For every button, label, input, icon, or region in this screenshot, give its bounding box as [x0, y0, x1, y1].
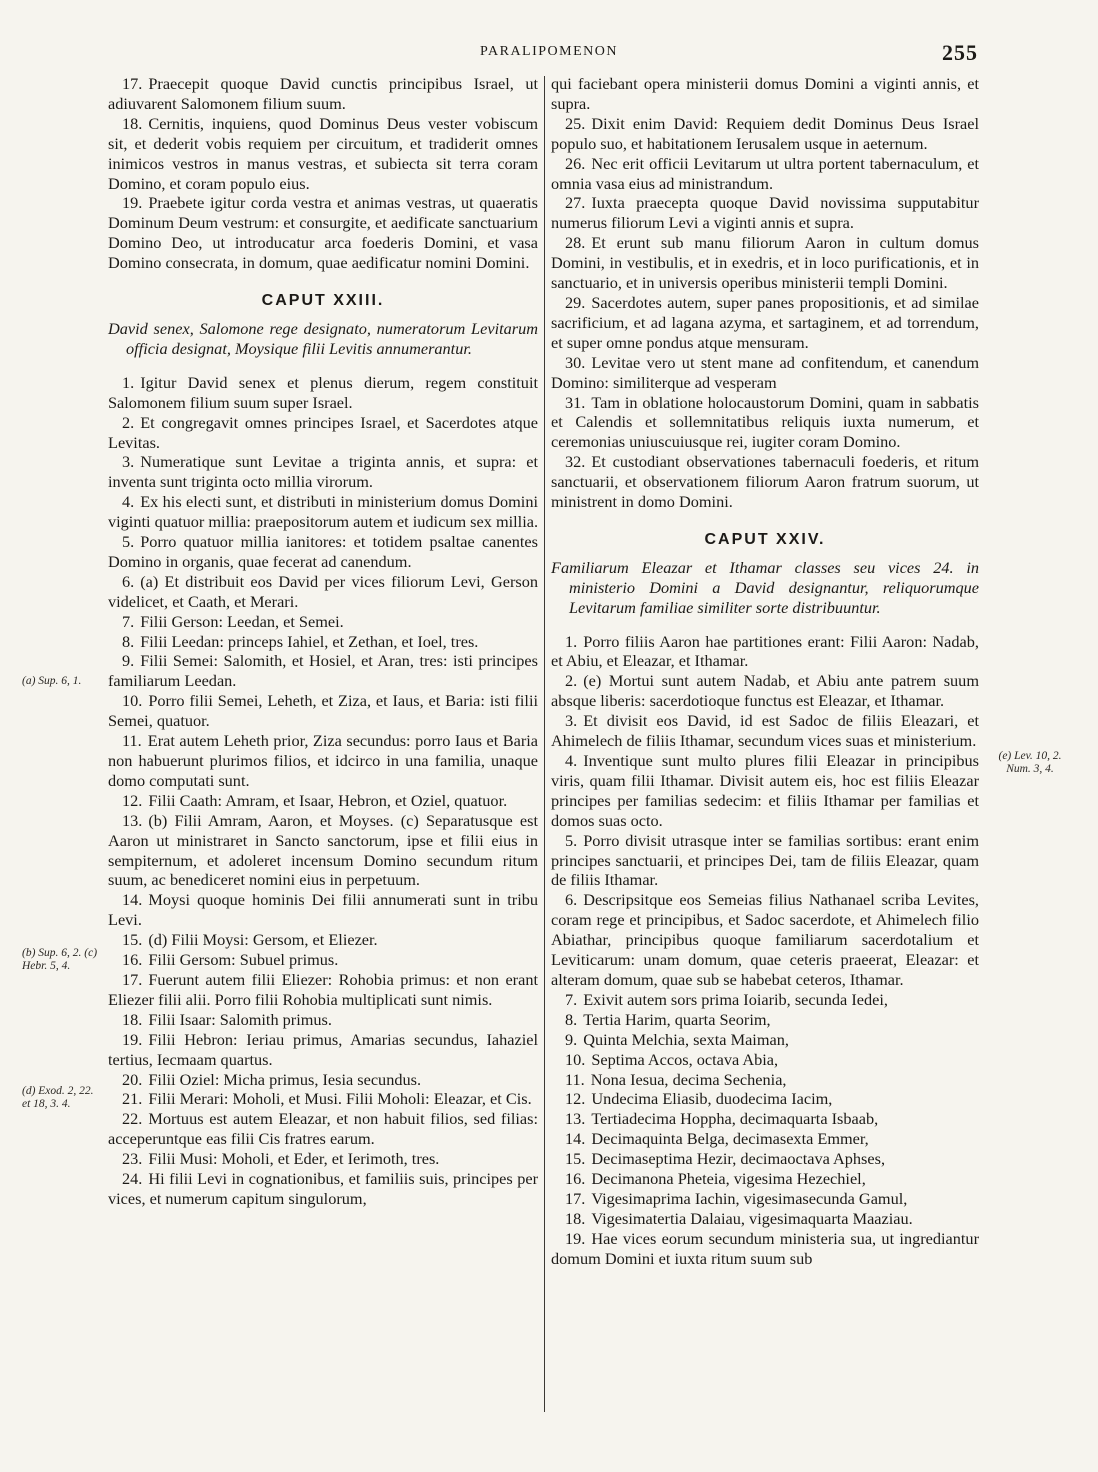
verse-text: Vigesimatertia Dalaiau, vigesimaquarta Maaziau.	[591, 1208, 913, 1228]
verse-number: 19.	[122, 193, 143, 213]
verse	[551, 1010, 979, 1030]
verse-number: 19.	[122, 1029, 143, 1049]
verse-text: Filii Isaar: Salomith primus.	[148, 1009, 332, 1029]
verse-text: Levitae vero ut stent mane ad confitendum, et canendum Domino: similiterque ad vesperam	[551, 352, 979, 392]
verse-text: Filii Merari: Moholi, et Musi. Filii Moholi: Eleazar, et Cis.	[148, 1089, 532, 1109]
verse-text: (a) Et distribuit eos David per vices filiorum Levi, Gerson videlicet, et Caath, et Merari.	[108, 571, 538, 611]
chapter-summary: Familiarum Eleazar et Ithamar classes seu vices 24. in ministerio Domini a David designantur, reliquorumque Levitarum familiae similiter sorte distribuuntur.	[551, 557, 979, 617]
verse-number: 6.	[565, 890, 578, 910]
verse-number: 15.	[565, 1149, 586, 1169]
verse	[108, 1149, 538, 1169]
verse	[551, 114, 979, 154]
verse	[551, 632, 979, 672]
verse-text: Et congregavit omnes principes Israel, et Sacerdotes atque Levitas.	[108, 412, 538, 452]
verse-text: Filii Leedan: princeps Iahiel, et Zethan, et Ioel, tres.	[140, 631, 479, 651]
verse	[108, 452, 538, 492]
verse-number: 8.	[565, 1009, 578, 1029]
verse-text: Et divisit eos David, id est Sadoc de filiis Eleazari, et Ahimelech de filiis Ithamar, secundum vices suas et ministerium.	[551, 711, 979, 751]
verse	[108, 930, 538, 950]
verse	[108, 532, 538, 572]
verse-text: Tam in oblatione holocaustorum Domini, quam in sabbatis et Calendis et sollemnitatibus reliquis iuxta numerum, et ceremonias uniuscuiusque rei, iugiter coram Domino.	[551, 392, 979, 452]
verse	[108, 1109, 538, 1149]
verse-text: Numeratique sunt Levitae a triginta annis, et supra: et inventa sunt triginta octo millia virorum.	[108, 452, 538, 492]
verse-number: 22.	[122, 1109, 143, 1129]
verse	[108, 74, 538, 114]
verse-text: Tertiadecima Hoppha, decimaquarta Isbaab,	[591, 1109, 879, 1129]
verse-text: Vigesimaprima Iachin, vigesimasecunda Gamul,	[591, 1188, 908, 1208]
verse-text: Iuxta praecepta quoque David novissima supputabitur numerus filiorum Levi a viginti annis et supra.	[551, 193, 979, 233]
verse-text: Erat autem Leheth prior, Ziza secundus: porro Iaus et Baria non habuerunt plurimos filios, et idcirco in una familia, unaque domo computati sunt.	[108, 731, 538, 790]
verse	[108, 811, 538, 891]
verse-number: 18.	[122, 1009, 143, 1029]
verse	[551, 1109, 979, 1129]
verse-number: 18.	[565, 1208, 586, 1228]
verse-number: 24.	[122, 1169, 143, 1189]
verse-number: 5.	[122, 532, 135, 552]
verse-number: 7.	[565, 989, 578, 1009]
verse-number: 16.	[122, 950, 143, 970]
marginal-note: (a) Sup. 6, 1.	[22, 675, 82, 687]
verse-number: 1.	[122, 372, 135, 392]
verse	[108, 114, 538, 194]
verse	[551, 831, 979, 891]
verse-text: Porro divisit utrasque inter se familias sortibus: erant enim principes sanctuarii, et principes Dei, tam de filiis Eleazar, quam de filiis Ithamar.	[551, 830, 979, 890]
verse	[108, 691, 538, 731]
page-number: 255	[942, 40, 978, 65]
verse-number: 23.	[122, 1149, 143, 1169]
verse-number: 21.	[122, 1089, 143, 1109]
verse	[108, 413, 538, 453]
verse	[108, 890, 538, 930]
verse-text: Decimaquinta Belga, decimasexta Emmer,	[591, 1129, 869, 1149]
verse-text: Decimaseptima Hezir, decimaoctava Aphses,	[591, 1149, 886, 1169]
left-column	[108, 74, 538, 1209]
verse	[551, 890, 979, 990]
verse	[108, 731, 538, 791]
verse-number: 6.	[122, 571, 135, 591]
verse-text: Moysi quoque hominis Dei filii annumerati sunt in tribu Levi.	[108, 890, 538, 930]
verse	[108, 612, 538, 632]
verse	[551, 1169, 979, 1189]
verse-number: 14.	[565, 1129, 586, 1149]
chapter-summary: David senex, Salomone rege designato, numeratorum Levitarum officia designat, Moysique filii Levitis annumerantur.	[108, 318, 538, 358]
verse	[551, 711, 979, 751]
verse-number: 19.	[565, 1228, 586, 1248]
verse	[551, 1209, 979, 1229]
verse	[551, 1189, 979, 1209]
spacer	[551, 618, 979, 632]
verse	[108, 950, 538, 970]
verse-number: 27.	[565, 193, 586, 213]
verse-text: Praebete igitur corda vestra et animas vestras, ut quaeratis Dominum Deum vestrum: et consurgite, et aedificate sanctuarium Domino Deo, ut introducatur arca foederis Domini, et vasa Domino consecrata, in domum, quae aedificatur nomini Domini.	[108, 193, 538, 273]
verse-number: 31.	[565, 392, 586, 412]
verse-text: Hi filii Levi in cognationibus, et familiis suis, principes per vices, et numerum capitum singulorum,	[108, 1169, 538, 1208]
verse	[108, 651, 538, 691]
verse-text: Hae vices eorum secundum ministeria sua, ut ingrediantur domum Domini et iuxta ritum suum sub	[551, 1228, 979, 1268]
right-column	[551, 74, 979, 1269]
verse-text: Septima Accos, octava Abia,	[591, 1049, 779, 1069]
verse-number: 25.	[565, 113, 586, 133]
verse	[551, 990, 979, 1010]
verse-text: Praecepit quoque David cunctis principibus Israel, ut adiuvarent Salomonem filium suum.	[108, 74, 538, 113]
verse-number: 15.	[122, 930, 143, 950]
verse-text: Inventique sunt multo plures filii Eleazar in principibus viris, quam filii Ithamar. Divisit autem eis, hoc est filiis Eleazar principes per familias sedecim: et filiis Ithamar per familias et domos suas octo.	[551, 751, 979, 830]
verse-text: Filii Musi: Moholi, et Eder, et Ierimoth, tres.	[148, 1149, 440, 1169]
verse-text: Filii Gersom: Subuel primus.	[148, 950, 339, 970]
verse-text: Filii Gerson: Leedan, et Semei.	[140, 611, 344, 631]
verse-number: 16.	[565, 1169, 586, 1189]
verse-continuation: qui faciebant opera ministerii domus Domini a viginti annis, et supra.	[551, 74, 979, 113]
verse-number: 10.	[122, 691, 143, 711]
verse-text: Mortuus est autem Eleazar, et non habuit filios, sed filias: acceperuntque eas filii Cis fratres earum.	[108, 1109, 538, 1149]
verse-text: Porro quatuor millia ianitores: et totidem psaltae canentes Domino in organis, quae fecerat ad canendum.	[108, 532, 538, 571]
marginal-note: (e) Lev. 10, 2. Num. 3, 4.	[998, 750, 1062, 775]
verse-text: Sacerdotes autem, super panes propositionis, et ad similae sacrificium, et ad lagana azyma, et sartaginem, et ad torrendum, et super omne pondus atque mensuram.	[551, 292, 979, 352]
verse-number: 18.	[122, 113, 143, 133]
verse-number: 13.	[122, 810, 143, 830]
verse-text: Exivit autem sors prima Ioiarib, secunda Iedei,	[583, 989, 888, 1009]
verse-text: Descripsitque eos Semeias filius Nathanael scriba Levites, coram rege et principibus, et Sadoc sacerdote, et Ahimelech filio Abiathar, principibus quoque familiarum sacerdotalium et Leviticarum: unam domum, quae ceteris praeerat, Eleazar: et alteram domum, quae sub se habebat ceteros, Ithamar.	[551, 890, 979, 989]
verse-number: 17.	[122, 969, 143, 989]
verse	[551, 233, 979, 293]
verse-number: 2.	[565, 671, 578, 691]
verse	[551, 393, 979, 453]
verse-text: Fuerunt autem filii Eliezer: Rohobia primus: et non erant Eliezer filii alii. Porro filii Rohobia multiplicati sunt nimis.	[108, 969, 538, 1009]
verse-text: Cernitis, inquiens, quod Dominus Deus vester vobiscum sit, et dederit vobis requiem per circuitum, et tradiderit omnes inimicos vestros in manus vestras, et subiecta sit terra coram Domino, et coram populo eius.	[108, 113, 538, 193]
verse-text: (e) Mortui sunt autem Nadab, et Abiu ante patrem suum absque liberis: sacerdotioque functus est Eleazar, et Ithamar.	[551, 671, 979, 711]
verse-number: 11.	[122, 731, 142, 751]
verse-number: 4.	[565, 751, 578, 770]
verse	[108, 791, 538, 811]
verse	[108, 1010, 538, 1030]
verse-text: Tertia Harim, quarta Seorim,	[583, 1009, 771, 1029]
spacer	[108, 359, 538, 373]
verse	[108, 632, 538, 652]
running-head: PARALIPOMENON	[480, 44, 619, 59]
verse	[551, 1149, 979, 1169]
chapter-heading: CAPUT XXIV.	[704, 530, 826, 548]
verse-number: 20.	[122, 1069, 143, 1089]
verse-text: Filii Semei: Salomith, et Hosiel, et Aran, tres: isti principes familiarum Leedan.	[108, 651, 538, 691]
verse	[108, 1030, 538, 1070]
verse-text: Quinta Melchia, sexta Maiman,	[583, 1029, 789, 1049]
verse-number: 17.	[565, 1188, 586, 1208]
verse-number: 9.	[122, 651, 135, 671]
verse	[108, 193, 538, 273]
verse-text: Porro filiis Aaron hae partitiones erant: Filii Aaron: Nadab, et Abiu, et Eleazar, et Ithamar.	[551, 631, 979, 671]
verse	[108, 572, 538, 612]
verse-number: 7.	[122, 611, 135, 631]
verse-number: 1.	[565, 631, 578, 651]
verse-text: Filii Hebron: Ieriau primus, Amarias secundus, Iahaziel tertius, Iecmaam quartus.	[108, 1029, 538, 1069]
verse-text: Porro filii Semei, Leheth, et Ziza, et Iaus, et Baria: isti filii Semei, quatuor.	[108, 691, 538, 731]
verse-number: 12.	[565, 1089, 586, 1109]
verse-number: 11.	[565, 1069, 585, 1089]
verse-text: Igitur David senex et plenus dierum, regem constituit Salomonem filium suum super Israel.	[108, 372, 538, 412]
verse	[551, 1229, 979, 1269]
verse-number: 8.	[122, 631, 135, 651]
verse-text: Et erunt sub manu filiorum Aaron in cultum domus Domini, in vestibulis, et in exedris, et in loco purificationis, et in sanctuario, et in universis operibus ministerii templi Domini.	[551, 233, 979, 293]
verse-number: 2.	[122, 412, 135, 432]
verse-number: 30.	[565, 352, 586, 372]
verse	[108, 1089, 538, 1109]
verse-number: 13.	[565, 1109, 586, 1129]
verse	[551, 1050, 979, 1070]
verse	[551, 154, 979, 194]
verse-number: 12.	[122, 790, 143, 810]
verse	[551, 452, 979, 512]
verse-text: (d) Filii Moysi: Gersom, et Eliezer.	[148, 930, 378, 950]
verse-text: Dixit enim David: Requiem dedit Dominus Deus Israel populo suo, et habitationem Ierusalem usque in aeternum.	[551, 113, 979, 153]
marginal-note: (b) Sup. 6, 2. (c) Hebr. 5, 4.	[22, 947, 98, 972]
verse	[108, 373, 538, 413]
chapter-heading: CAPUT XXIII.	[261, 292, 385, 310]
verse-number: 3.	[565, 711, 578, 731]
verse	[551, 353, 979, 393]
verse-text: (b) Filii Amram, Aaron, et Moyses. (c) Separatusque est Aaron ut ministraret in Sancto sanctorum, ipse et filii eius in sempiternum, et adoleret incensum Domino secundum ritum suum, ac benediceret nomini eius in perpetuum.	[108, 810, 538, 890]
verse-number: 5.	[565, 830, 578, 850]
verse-text: Et custodiant observationes tabernaculi foederis, et ritum sanctuarii, et observationem filiorum Aaron fratrum suorum, ut ministrent in domo Domini.	[551, 452, 979, 512]
verse	[551, 751, 979, 831]
verse-number: 29.	[565, 292, 586, 312]
verse	[551, 1089, 979, 1109]
verse-number: 9.	[565, 1029, 578, 1049]
verse	[551, 293, 979, 353]
verse-number: 32.	[565, 452, 586, 472]
verse-text: Filii Caath: Amram, et Isaar, Hebron, et Oziel, quatuor.	[148, 790, 508, 810]
verse-number: 26.	[565, 153, 586, 173]
verse-number: 4.	[122, 492, 135, 512]
verse	[551, 671, 979, 711]
verse-text: Nona Iesua, decima Sechenia,	[590, 1069, 787, 1089]
verse	[108, 1169, 538, 1209]
verse	[108, 492, 538, 532]
verse	[108, 970, 538, 1010]
marginal-note: (d) Exod. 2, 22. et 18, 3. 4.	[22, 1085, 94, 1110]
verse-number: 3.	[122, 452, 135, 472]
verse-number: 17.	[122, 74, 143, 93]
verse-number: 10.	[565, 1049, 586, 1069]
verse-number: 28.	[565, 233, 586, 253]
verse	[108, 1070, 538, 1090]
verse	[551, 1030, 979, 1050]
verse-text: Nec erit officii Levitarum ut ultra portent tabernaculum, et omnia vasa eius ad ministrandum.	[551, 153, 979, 193]
verse	[551, 193, 979, 233]
column-divider	[544, 76, 545, 1412]
verse-number: 14.	[122, 890, 143, 910]
verse-text: Ex his electi sunt, et distributi in ministerium domus Domini viginti quatuor millia: praepositorum autem et iudicum sex millia.	[108, 492, 539, 532]
verse-text: Filii Oziel: Micha primus, Iesia secundus.	[148, 1069, 422, 1089]
verse	[551, 1070, 979, 1090]
verse-text: Undecima Eliasib, duodecima Iacim,	[591, 1089, 833, 1109]
verse	[551, 1129, 979, 1149]
verse-text: Decimanona Pheteia, vigesima Hezechiel,	[591, 1169, 866, 1189]
